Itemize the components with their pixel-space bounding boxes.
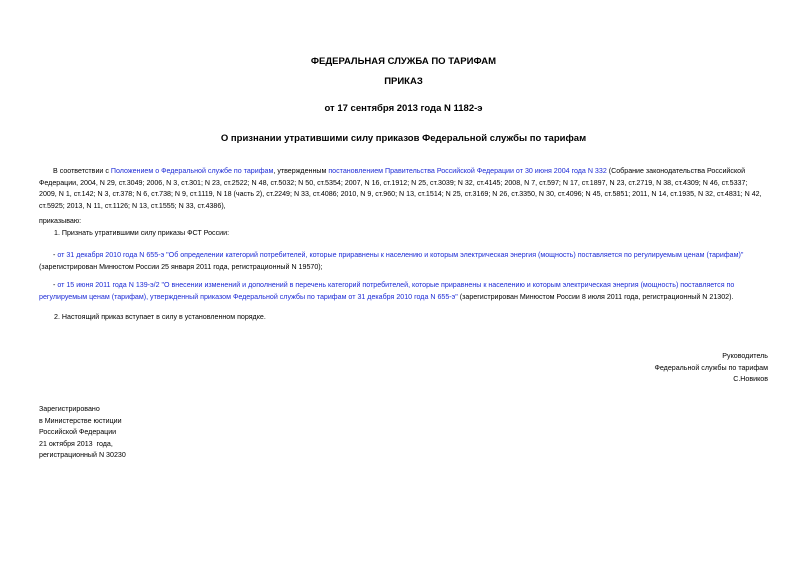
item-1-text: 1. Признать утратившими силу приказы ФСТ России: bbox=[54, 229, 230, 237]
preamble-text-1: В соответствии с bbox=[53, 167, 111, 175]
registration-line-2: в Министерстве юстиции bbox=[39, 416, 122, 425]
prikazyvayu-text: приказываю: bbox=[39, 217, 82, 225]
sub-item-1-prefix: - bbox=[53, 251, 58, 259]
signature-agency: Федеральной службы по тарифам bbox=[654, 363, 768, 372]
government-decree-link[interactable]: постановлением Правительства Российской Федерации от 30 июня 2004 года N 332 bbox=[328, 167, 607, 175]
signature-block bbox=[560, 351, 768, 386]
registration-line-4: 21 октября 2013 года, bbox=[39, 439, 113, 448]
item-2-text: 2. Настоящий приказ вступает в силу в установленном порядке. bbox=[54, 313, 266, 321]
signature-name: С.Новиков bbox=[733, 375, 768, 384]
preamble-text-2: , утвержденным bbox=[273, 167, 329, 175]
sub-item-2 bbox=[39, 280, 767, 303]
preamble-text-3: (Собрание законодательства Российской Федерации, 2004, N 29, ст.3049; 2006, N 3, ст.301; N 23, ст.2522; N 48, ст.5032; N 50, ст.5354; 2007, N 16, ст.1912; N 25, ст.3039; N 32, ст.4145; 2008, N 7, ст.597; N 17, ст.1897, N 23, ст.2719, N 38, ст.4309; N 46, ст.5337; 2009, N 1, ст.142; N 3, ст.378; N 6, ст.738; N 9, ст.1119, N 18 (часть 2), ст.2249; N 33, ст.4086; 2010, N 9, ст.960; N 13, ст.1514; N 25, ст.3169; N 26, ст.3350, N 30, ст.4096; N 45, ст.5851; 2011, N 14, ст.1935, N 32, ст.4831; N 42, ст.5925; 2013, N 11, ст.1126; N 13, ст.1555; N 33, ст.4386), bbox=[39, 167, 762, 210]
doc-date-number: от 17 сентября 2013 года N 1182-э bbox=[324, 103, 483, 114]
agency-name: ФЕДЕРАЛЬНАЯ СЛУЖБА ПО ТАРИФАМ bbox=[310, 56, 497, 67]
registration-block bbox=[39, 404, 126, 462]
regulation-link[interactable]: Положением о Федеральной службе по тарифам bbox=[110, 167, 274, 175]
signature-position: Руководитель bbox=[722, 352, 768, 360]
order-655-link[interactable]: от 31 декабря 2010 года N 655-э "Об определении категорий потребителей, которые приравнены к населению и которым электрическая энергия (мощность) поставляется по регулируемым ценам (тарифам)" bbox=[57, 251, 744, 259]
preamble-paragraph bbox=[39, 166, 767, 212]
registration-line-3: Российской Федерации bbox=[39, 428, 117, 437]
sub-item-1 bbox=[39, 250, 767, 273]
registration-line-1: Зарегистрировано bbox=[39, 405, 100, 413]
doc-title: О признании утратившими силу приказов Федеральной службы по тарифам bbox=[220, 133, 587, 144]
order-139-link[interactable]: от 15 июня 2011 года N 139-э/2 "О внесении изменений и дополнений в перечень категорий потребителей, которые приравнены к населению и которым электрическая энергия (мощность) поставляется по регулируемым ценам (тарифам), утвержденный приказом Федеральной службы по тарифам от 31 декабря 2010 года N 655-э" bbox=[39, 281, 735, 301]
sub-item-1-suffix: (зарегистрирован Минюстом России 25 января 2011 года, регистрационный N 19570); bbox=[39, 262, 323, 271]
doc-type: ПРИКАЗ bbox=[384, 76, 423, 87]
sub-item-2-prefix: - bbox=[53, 281, 58, 289]
registration-line-5: регистрационный N 30230 bbox=[39, 451, 126, 460]
sub-item-2-suffix: (зарегистрирован Минюстом России 8 июля 2011 года, регистрационный N 21302). bbox=[457, 292, 734, 301]
